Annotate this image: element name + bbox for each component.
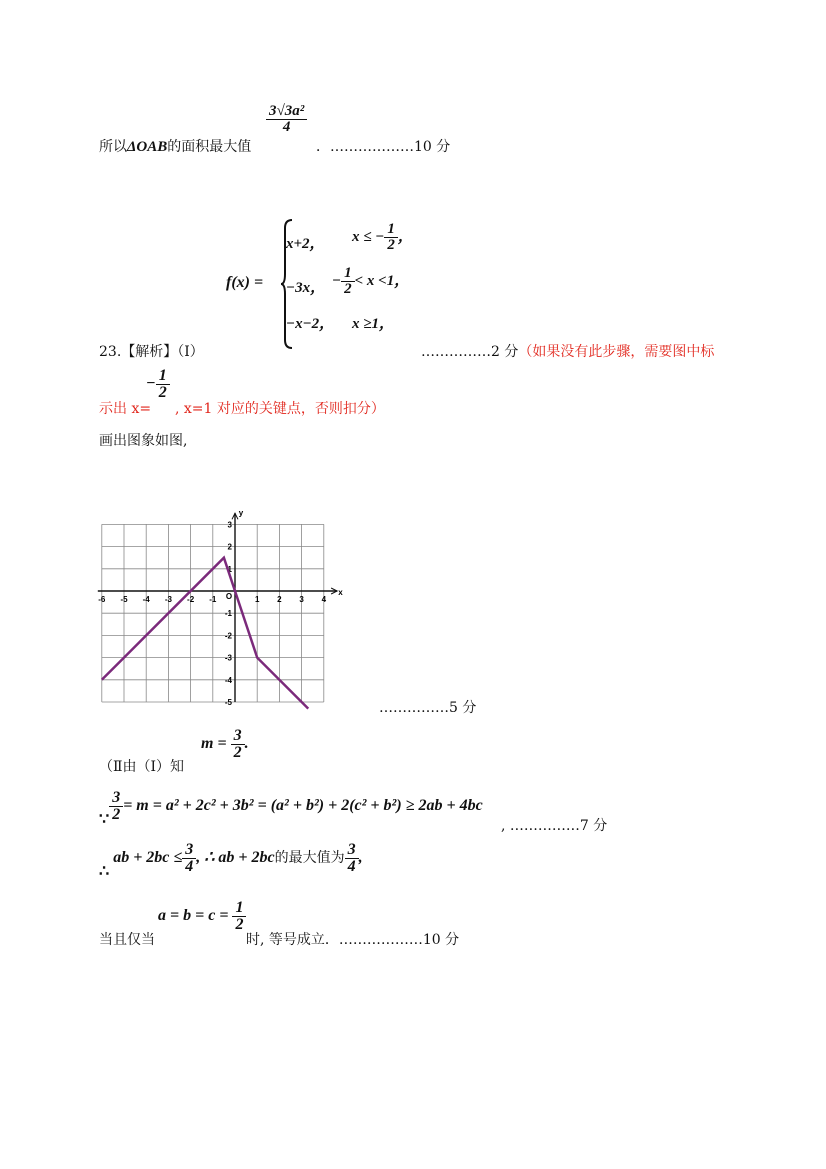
final-suffix: 时, 等号成立．………………10 分 bbox=[246, 932, 460, 948]
x-tick-label: -2 bbox=[187, 595, 195, 604]
x-tick-label: 1 bbox=[254, 595, 260, 604]
case2-expr: −3x， bbox=[286, 280, 326, 296]
inequality-1: ∵ $\frac{3}{2}$ = m = a² + 2c² + 3b² = (a² + b²) + 2(c² + b²) ≥ 2ab + 4bc bbox=[99, 789, 483, 829]
red-note-line2-b: , x=1 对应的关键点，否则扣分） bbox=[175, 401, 385, 417]
y-tick-label: -1 bbox=[224, 609, 232, 619]
score-5-line: ……………5 分 bbox=[379, 700, 477, 716]
x-axis-label: x bbox=[338, 588, 343, 597]
y-tick-label: -2 bbox=[224, 631, 232, 641]
score-10-line1: ．………………10 分 bbox=[316, 139, 451, 155]
score-2-line: ……………2 分（如果没有此步骤，需要图中标 bbox=[421, 344, 715, 360]
function-graph bbox=[100, 505, 360, 715]
case1-cond: x ≤ − $\frac{1}{2}$ ， bbox=[352, 221, 413, 253]
y-tick-label: 2 bbox=[227, 542, 232, 552]
final-equality: a = b = c = $\frac{1}{2}$ bbox=[158, 900, 246, 933]
piecewise-function bbox=[226, 218, 426, 350]
red-note-line1: （如果没有此步骤，需要图中标 bbox=[518, 344, 715, 360]
case3-cond: x ≥1， bbox=[352, 316, 394, 332]
x-tick-label: -1 bbox=[209, 595, 217, 604]
y-axis-label: y bbox=[238, 508, 244, 518]
y-tick-label: -3 bbox=[224, 653, 232, 663]
y-tick-label: 3 bbox=[227, 520, 232, 530]
function-lhs: f(x) = bbox=[226, 274, 264, 291]
red-note-line2-a: 示出 x= bbox=[99, 401, 152, 417]
solution-23-label: 23.【解析】（Ⅰ） bbox=[99, 344, 204, 360]
y-tick-label: -5 bbox=[224, 698, 232, 707]
x-tick-label: 4 bbox=[321, 595, 327, 604]
case1-expr: x+2， bbox=[286, 236, 325, 252]
area-max-line bbox=[99, 136, 251, 156]
part2-label: （Ⅱ由（Ⅰ）知 bbox=[99, 759, 185, 775]
prefix-text: 所以 bbox=[99, 139, 127, 155]
origin-label: O bbox=[225, 592, 233, 601]
graph-ticks bbox=[98, 509, 343, 707]
m-value: m = $\frac{3}{2}$ . bbox=[201, 727, 249, 761]
x-tick-label: 3 bbox=[299, 595, 304, 604]
red-note-fraction: − $\frac{1}{2}$ bbox=[146, 368, 170, 401]
x-tick-label: 2 bbox=[277, 595, 282, 604]
y-tick-label: 1 bbox=[227, 564, 232, 574]
score-7-line: , ……………7 分 bbox=[501, 818, 608, 834]
middle-text: 的面积最大值 bbox=[167, 139, 252, 155]
graph-grid bbox=[102, 524, 324, 702]
function-line bbox=[102, 558, 308, 709]
x-tick-label: -4 bbox=[142, 595, 150, 604]
final-prefix: 当且仅当 bbox=[99, 932, 155, 948]
y-tick-label: -4 bbox=[224, 675, 232, 685]
inequality-2: ∴ ab + 2bc ≤ $\frac{3}{4}$ , ∴ ab + 2bc的最大值为 $\frac{3}{4}$ , bbox=[99, 841, 363, 881]
case2-cond: − $\frac{1}{2}$ < x <1， bbox=[332, 265, 410, 297]
x-tick-label: -6 bbox=[98, 595, 106, 604]
x-tick-label: -3 bbox=[164, 595, 172, 604]
x-tick-label: -5 bbox=[120, 595, 128, 604]
graph-caption: 画出图象如图, bbox=[99, 433, 188, 449]
area-fraction: $\frac{\text{3√3a²}}{4}$ bbox=[266, 104, 307, 135]
triangle-oab: ΔOAB bbox=[127, 139, 168, 155]
case3-expr: −x−2， bbox=[286, 316, 335, 332]
